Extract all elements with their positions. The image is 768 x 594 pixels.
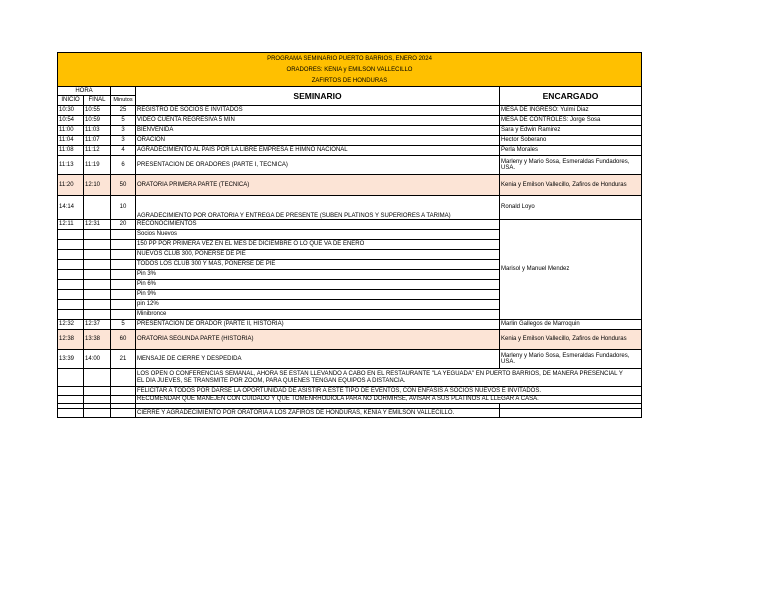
speakers-line: ORADORES: KENIA y EMILSON VALLECILLO — [58, 65, 642, 76]
list-item: pin 12% — [58, 300, 642, 310]
closing-row — [58, 409, 642, 418]
list-item: NUEVOS CLUB 300, PONERSE DE PIE — [58, 250, 642, 260]
program-subtitle: ZAFIRTOS DE HONDURAS — [58, 76, 642, 87]
table-row: 11:04 11:07 3 ORACION Hector Soberano — [58, 136, 642, 146]
list-item: Pin 9% — [58, 290, 642, 300]
seminario-header: SEMINARIO — [136, 87, 500, 106]
table-row: 12:32 12:37 5 PRESENTACION DE ORADOR (PARTE II, HISTORIA) Marlin Gallegos de Marroquin — [58, 320, 642, 330]
table-row: 10:54 10:59 5 VIDEO CUENTA REGRESIVA 5 MIN MESA DE CONTROLES: Jorge Sosa — [58, 116, 642, 126]
closing-text: CIERRE Y AGRADECIMIENTO POR ORATORIA A LOS ZAFIROS DE HONDURAS, KENIA Y EMILSON VALLECILLO. — [136, 409, 500, 418]
note-text: RECOMENDAR QUE MANEJEN CON CUIDADO Y QUE TOMENRHODIOLA PARA NO DORMIRSE, AVISAR A SUS PLATINOS AL LLEGAR A CASA. — [136, 396, 642, 404]
minutos-header: Minutos — [111, 96, 136, 106]
list-item: Minibronce — [58, 310, 642, 320]
table-row: 13:39 14:00 21 MENSAJE DE CIERRE Y DESPEDIDA Marleny y Mario Sosa, Esmeraldas Fundadores, USA. — [58, 350, 642, 369]
note-row — [58, 369, 642, 387]
list-item: Pin 6% — [58, 280, 642, 290]
note-text: LOS OPEN O CONFERENCIAS SEMANAL, AHORA SE ESTAN LLEVANDO A CABO EN EL RESTAURANTE "LA YEGUADA" EN PUERTO BARRIOS, DE MANERA PRESENCIAL Y EL DIA JUEVES, SE TRANSMITE POR ZOOM, PARA QUIENES TENGAN EQUIPOS A DISTANCIA. — [136, 369, 642, 387]
table-row: 11:08 11:12 4 AGRADECIMIENTO AL PAIS POR LA LIBRE EMPRESA E HIMNO NACIONAL Perla Morales — [58, 146, 642, 156]
table-row: 14:14 10 AGRADECIMIENTO POR ORATORIA Y ENTREGA DE PRESENTE (SUBEN PLATINOS Y SUPERIORES A TARIMA) Ronald Loyo — [58, 196, 642, 220]
note-row — [58, 387, 642, 396]
hora-header: HORA — [58, 87, 111, 96]
table-row: 10:30 10:55 25 REGISTRO DE SOCIOS E INVITADOS MESA DE INGRESO: Yulmi Diaz — [58, 106, 642, 116]
reconocimientos-row: 12:11 12:31 20 RECONOCIMIENTOS Marisol y Manuel Mendez — [58, 220, 642, 230]
list-item: Socios Nuevos — [58, 230, 642, 240]
program-title: PROGRAMA SEMINARIO PUERTO BARRIOS, ENERO 2024 — [58, 53, 642, 65]
note-text: FELICITAR A TODOS POR DARSE LA OPORTUNIDAD DE ASISTIR A ESTE TIPO DE EVENTOS, CON ENFASIS A SOCIOS NUEVOS E INVITADOS. — [136, 387, 642, 396]
program-table — [57, 52, 642, 418]
table-row: 12:38 13:38 60 ORATORIA SEGUNDA PARTE (HISTORIA) Kenia y Emilson Vallecillo, Zafiros de Honduras — [58, 330, 642, 350]
inicio-header: INICIO — [58, 96, 84, 106]
final-header: FINAL — [84, 96, 111, 106]
table-row: 11:20 12:10 50 ORATORIA PRIMERA PARTE (TECNICA) Kenia y Emilson Vallecillo, Zafiros de Honduras — [58, 175, 642, 196]
list-item: TODOS LOS CLUB 300 Y MAS, PONERSE DE PIE — [58, 260, 642, 270]
list-item: Pin 3% — [58, 270, 642, 280]
reconocimientos-encargado: Marisol y Manuel Mendez — [500, 220, 642, 320]
table-row: 11:00 11:03 3 BIENVENIDA Sara y Edwin Ramirez — [58, 126, 642, 136]
note-row — [58, 396, 642, 404]
list-item: 150 PP POR PRIMERA VEZ EN EL MES DE DICIEMBRE O LO QUE VA DE ENERO — [58, 240, 642, 250]
table-row: 11:13 11:19 6 PRESENTACION DE ORADORES (PARTE I, TECNICA) Marleny y Mario Sosa, Esmeraldas Fundadores, USA. — [58, 156, 642, 175]
encargado-header: ENCARGADO — [500, 87, 642, 106]
